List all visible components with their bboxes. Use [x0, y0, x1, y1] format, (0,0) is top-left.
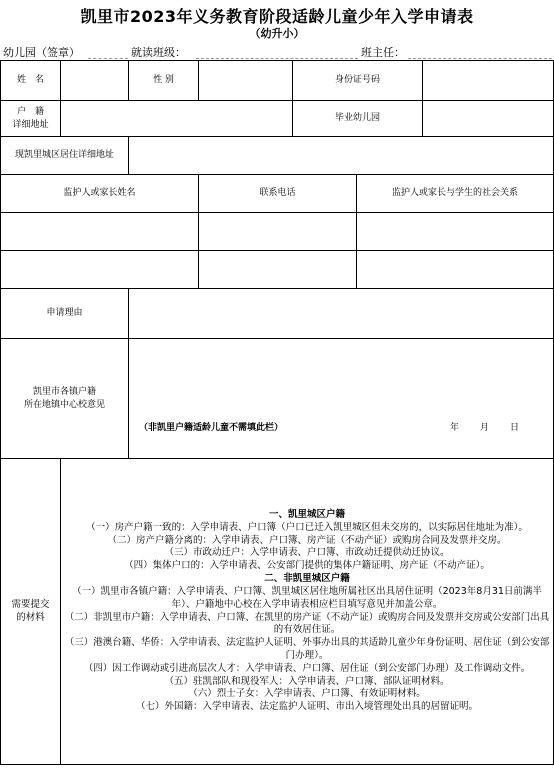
materials-item: （二）非凯里市户籍：入学申请表、户口簿、在凯里的房产证（不动产证）或购房合同及发票并交房或公安部门出具的有效居住证。 [64, 611, 550, 636]
guardian-name-input-2[interactable] [1, 251, 199, 289]
class-label: 就读班级： [131, 46, 186, 59]
kindergarten-label: 幼儿园（签章） [3, 46, 80, 59]
teacher-label: 班主任： [361, 46, 405, 59]
materials-item: 二、非凯里城区户籍 [264, 573, 350, 585]
materials-item: （四）因工作调动或引进高层次人才：入学申请表、户口簿、居住证（到公安部门办理）及工作调动文件。 [83, 662, 531, 674]
materials-item: （三）港澳台籍、华侨：入学申请表、法定监护人证明、外事办出具的其适龄儿童少年身份证明、居住证（到公安部门办理）。 [64, 637, 550, 661]
materials-item: （七）外国籍：入学申请表、法定监护人证明、市出入境管理处出具的居留证明。 [136, 701, 479, 713]
residence-address-input[interactable] [129, 137, 554, 175]
graduated-kindergarten-label: 毕业幼儿园 [293, 101, 423, 137]
form-subtitle: （幼升小） [249, 27, 305, 40]
materials-item: （一）凯里市各镇户籍：入学申请表、户口簿、凯里城区居住地所属社区出具居住证明（2023年8月31日前满半年）、户籍地中心校在入学申请表相应栏目填写意见并加盖公章。 [72, 585, 542, 610]
materials-item: （二）房产户籍分离的：入学申请表、户口簿、房产证（不动产证）或购房合同及发票并交房。 [107, 534, 507, 546]
guardian-name-input-1[interactable] [1, 213, 199, 251]
name-input[interactable] [61, 61, 129, 101]
guardian-name-header: 监护人或家长姓名 [1, 175, 199, 213]
materials-content [61, 459, 554, 765]
date-day: 日 [510, 423, 520, 433]
date-month: 月 [480, 423, 490, 433]
materials-item: 一、凯里城区户籍 [269, 509, 346, 520]
household-address-label: 户 籍 详细地址 [1, 101, 61, 137]
gender-label: 性 别 [129, 61, 199, 101]
household-address-input[interactable] [61, 101, 293, 137]
phone-header: 联系电话 [199, 175, 357, 213]
town-opinion-label: 凯里市各镇户籍 所在地镇中心校意见 [1, 339, 129, 459]
materials-item: （三）市政动迁户：入学申请表、户口簿、市政动迁提供动迁协议。 [164, 547, 450, 559]
relationship-header: 监护人或家长与学生的社会关系 [357, 175, 554, 213]
materials-label: 需要提交 的材料 [1, 459, 61, 765]
relationship-input-2[interactable] [357, 251, 554, 289]
materials-item: （四）集体户口的：入学申请表、公安部门提供的集体户籍证明、房产证（不动产证）。 [124, 560, 490, 572]
phone-input-1[interactable] [199, 213, 357, 251]
id-number-input[interactable] [423, 61, 554, 101]
reason-label: 申请理由 [1, 289, 129, 339]
id-number-label: 身份证号码 [293, 61, 423, 101]
gender-input[interactable] [199, 61, 293, 101]
info-row [0, 42, 554, 60]
form-title: 凯里市2023年义务教育阶段适龄儿童少年入学申请表 [80, 7, 474, 26]
materials-item: （一）房产户籍一致的：入学申请表、户口簿（户口已迁入凯里城区但未交房的，以实际居住地址为准）。 [86, 521, 528, 533]
application-table [0, 60, 554, 765]
town-opinion-input[interactable] [129, 339, 554, 459]
town-note: （非凯里户籍适龄儿童不需填此栏） [139, 423, 284, 433]
graduated-kindergarten-input[interactable] [423, 101, 554, 137]
name-label: 姓 名 [1, 61, 61, 101]
date-year: 年 [450, 423, 460, 433]
materials-item: （六）烈士子女：入学申请表、户口簿、有效证明材料。 [188, 688, 426, 700]
phone-input-2[interactable] [199, 251, 357, 289]
materials-item: （五）驻凯部队和现役军人：入学申请表、户口簿、部队证明材料。 [164, 675, 450, 687]
reason-input[interactable] [129, 289, 554, 339]
relationship-input-1[interactable] [357, 213, 554, 251]
residence-address-label: 现凯里城区居住详细地址 [1, 137, 129, 175]
